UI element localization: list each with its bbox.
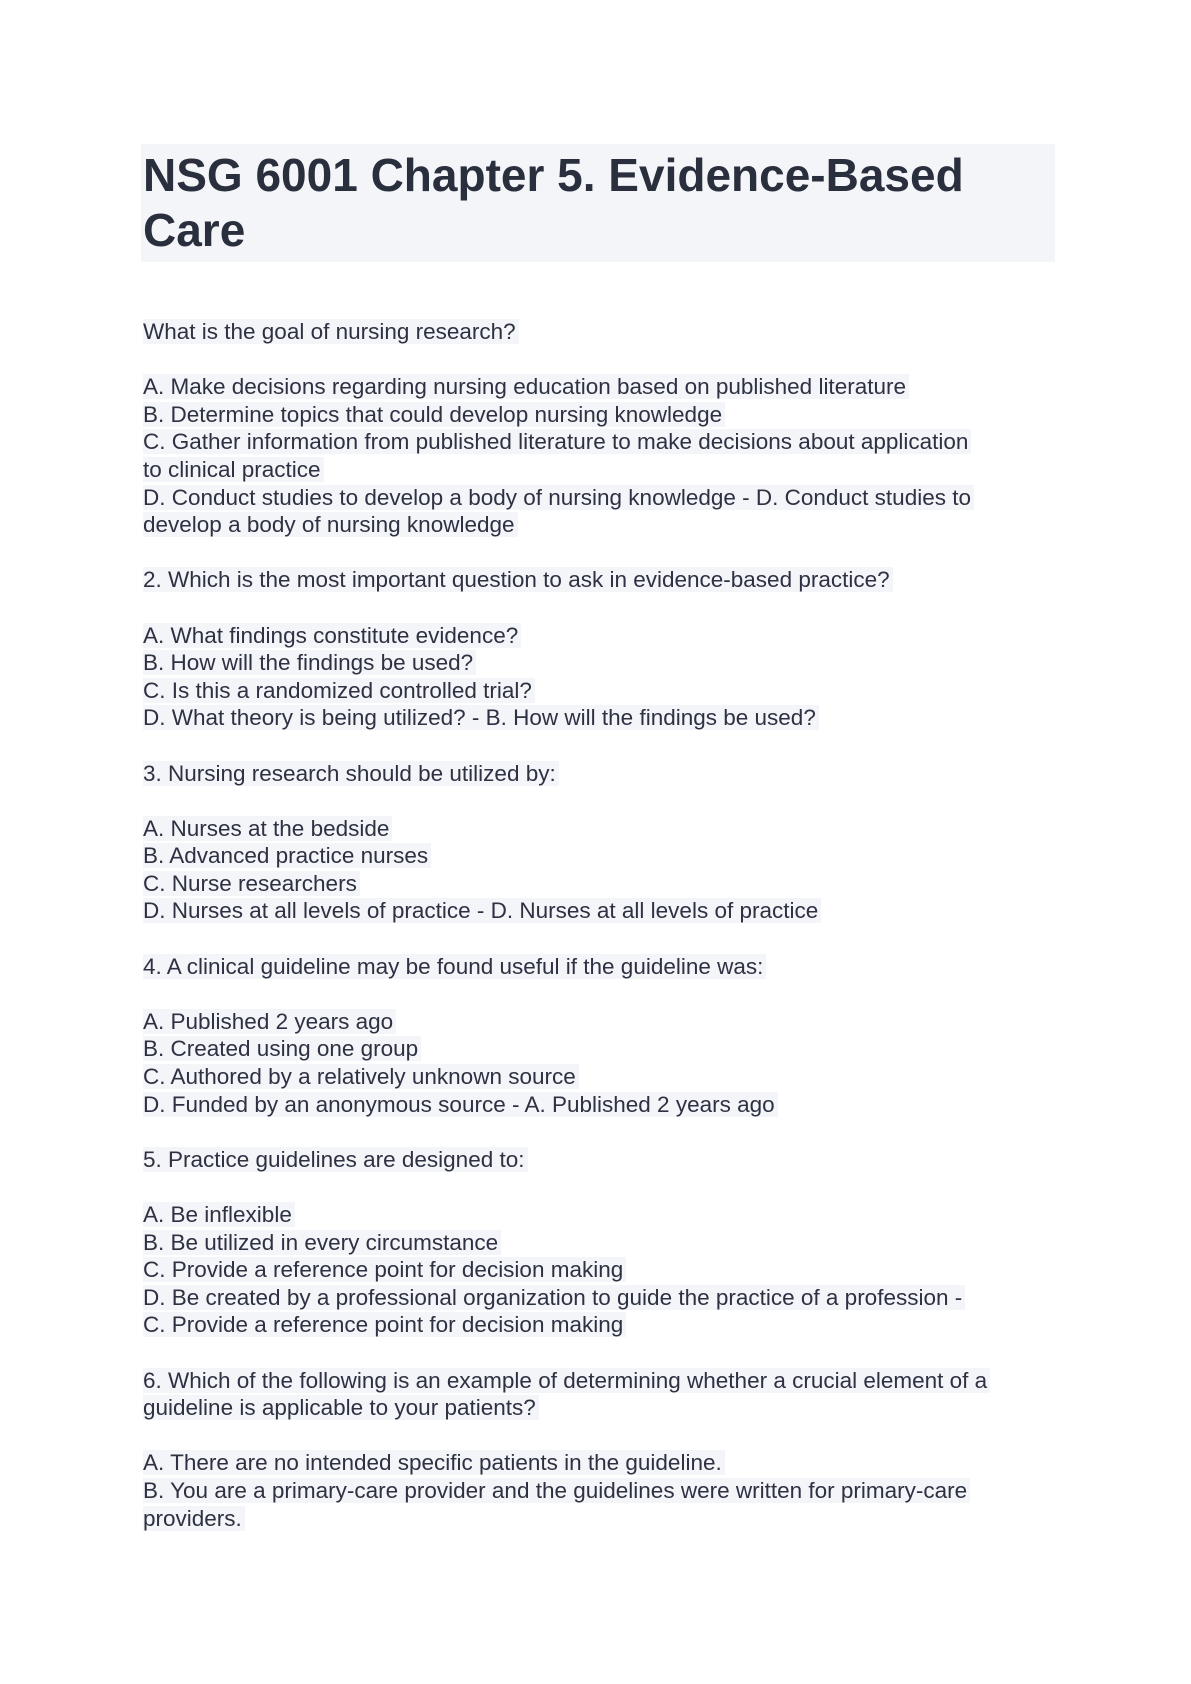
answer-option-line: providers. [143,1506,245,1531]
question-line: 5. Practice guidelines are designed to: [143,1147,528,1172]
answer-option-line: A. Make decisions regarding nursing education based on published literature [143,374,909,399]
answer-options [143,1008,1055,1118]
answer-options [143,373,1055,539]
question-line: 2. Which is the most important question to ask in evidence-based practice? [143,567,893,592]
question-line: 6. Which of the following is an example of determining whether a crucial element of a [143,1368,990,1393]
answer-option-line: B. Created using one group [143,1036,421,1061]
answer-option-line: B. Determine topics that could develop nursing knowledge [143,402,725,427]
question-line: What is the goal of nursing research? [143,319,519,344]
question-line: 3. Nursing research should be utilized by: [143,761,559,786]
answer-option-line: B. Be utilized in every circumstance [143,1230,501,1255]
answer-option-line: C. Is this a randomized controlled trial? [143,678,535,703]
answer-option-line: C. Authored by a relatively unknown source [143,1064,579,1089]
answer-option-line: D. What theory is being utilized? - B. How will the findings be used? [143,705,819,730]
answer-options [143,622,1055,732]
question-text [143,1146,1055,1174]
answer-option-line: C. Provide a reference point for decision making [143,1257,626,1282]
answer-option-line: B. How will the findings be used? [143,650,476,675]
answer-options [143,1449,1055,1532]
answer-option-line: B. Advanced practice nurses [143,843,431,868]
answer-option-line: C. Gather information from published literature to make decisions about application [143,429,971,454]
question-text [143,760,1055,788]
document-page [143,144,1055,1560]
answer-option-line: C. Provide a reference point for decision making [143,1312,626,1337]
question-text [143,566,1055,594]
title-block [141,144,1055,262]
answer-option-line: A. Be inflexible [143,1202,295,1227]
answer-option-line: to clinical practice [143,457,324,482]
answer-option-line: D. Nurses at all levels of practice - D. Nurses at all levels of practice [143,898,821,923]
question-line: guideline is applicable to your patients? [143,1395,539,1420]
answer-option-line: A. What findings constitute evidence? [143,623,521,648]
question-list [143,318,1055,1532]
answer-option-line: D. Be created by a professional organization to guide the practice of a profession - [143,1285,965,1310]
answer-option-line: A. Published 2 years ago [143,1009,396,1034]
document-title: NSG 6001 Chapter 5. Evidence-Based Care [143,149,964,256]
question-line: 4. A clinical guideline may be found useful if the guideline was: [143,954,766,979]
answer-option-line: B. You are a primary-care provider and the guidelines were written for primary-care [143,1478,970,1503]
answer-option-line: A. Nurses at the bedside [143,816,392,841]
answer-option-line: D. Conduct studies to develop a body of nursing knowledge - D. Conduct studies to [143,485,974,510]
answer-option-line: develop a body of nursing knowledge [143,512,518,537]
answer-option-line: D. Funded by an anonymous source - A. Published 2 years ago [143,1092,778,1117]
question-text [143,1367,1055,1422]
question-text [143,953,1055,981]
answer-option-line: A. There are no intended specific patients in the guideline. [143,1450,725,1475]
answer-options [143,1201,1055,1339]
question-text [143,318,1055,346]
answer-option-line: C. Nurse researchers [143,871,360,896]
answer-options [143,815,1055,925]
